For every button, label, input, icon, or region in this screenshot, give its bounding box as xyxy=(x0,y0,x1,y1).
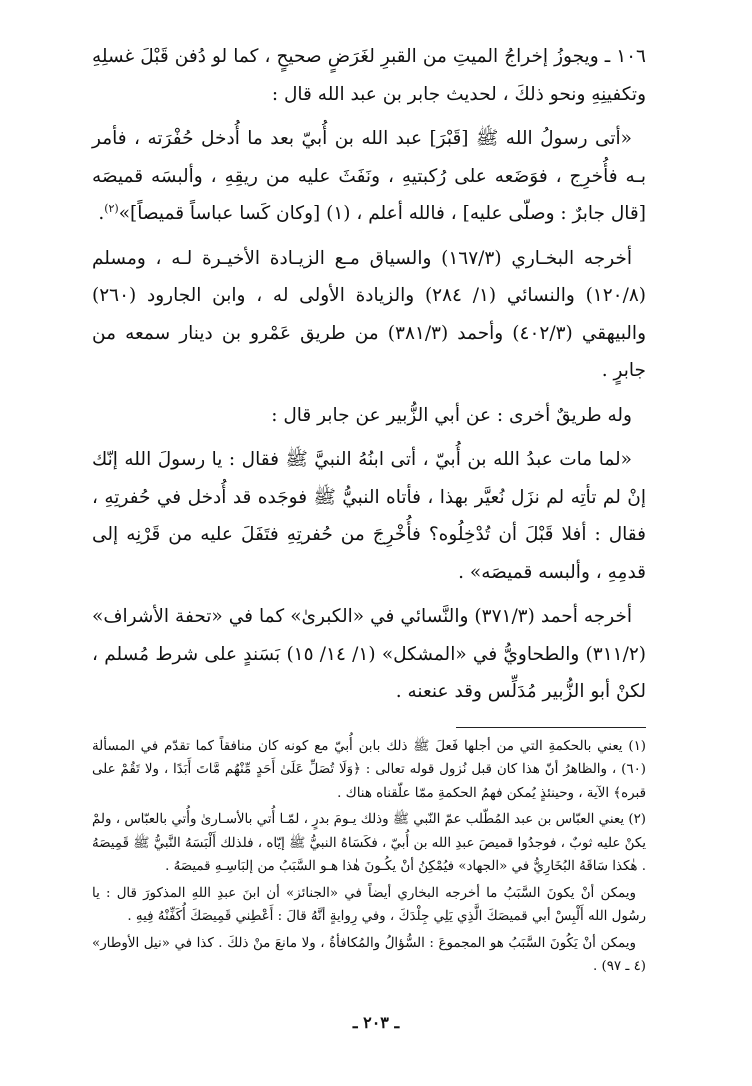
footnote-2: (٢) يعني العبّاس بن عبد المُطّلب عمّ النّبي ﷺ وذلك يـومَ بدرٍ ، لمّـا أُتي بالأسـارىٰ وأُتي بالعبّاس ، ولمْ يكنْ عليه ثوبٌ ، فوجدُوا قميصَ عبدِ الله بن أُبيّ ، فكَسَاهُ النبيُّ ﷺ إيّاه ، فلذلك أَلْبَسَهُ النَّبيُّ ﷺ قَمِيصَهُ . هٰكذا سَاقَهُ البُخَارِيُّ في «الجهاد» فيُمْكِنُ أنْ يكُـونَ هٰذا هـو السَّبَبُ من إلبَاسِـهِ قميصَهُ . xyxy=(92,812,646,874)
paragraph-takhrij-1: أخرجه البخـاري (١٦٧/٣) والسياق مـع الزيـادة الأخيـرة لـه ، ومسلم (١٢٠/٨) والنسائي (١/ ٢٨٤) والزيادة الأولى له ، وابن الجارود (٢٦٠) والبيهقي (٤٠٢/٣) وأحمد (٣٨١/٣) من طريق عَمْرو بن دينار سمعه من جابرٍ . xyxy=(92,247,647,381)
footnote-divider xyxy=(456,727,646,728)
hadith-text: «أتى رسولُ الله ﷺ [قَبْرَ] عبد الله بن أُبيّ بعد ما أُدخل حُفْرَته ، فأمر بـه فأُخرِج ، فوَضَعه على رُكبتيهِ ، ونَفَثَ عليه من ريقِهِ ، وألبسَه قميصَه [قال جابرٌ : وصلّى عليه] ، فالله أعلم ، (١) [وكان كَسا عباساً قميصاً]» xyxy=(92,128,646,224)
paragraph-hadith-jabir: «أتى رسولُ الله ﷺ [قَبْرَ] عبد الله بن أُبيّ بعد ما أُدخل حُفْرَته ، فأمر بـه فأُخرِج ، فوَضَعه على رُكبتيهِ ، ونَفَثَ عليه من ريقِهِ ، وألبسَه قميصَه [قال جابرٌ : وصلّى عليه] ، فالله أعلم ، (١) [وكان كَسا عباساً قميصاً]»$^{(٢)}$. xyxy=(92,128,646,224)
footnotes xyxy=(92,735,646,979)
paragraph-hadith-abu-zubayr: «لما مات عبدُ الله بن أُبيّ ، أتى ابنُهُ النبيَّ ﷺ فقال : يا رسولَ الله إنّك إنْ لم تأتِه لم نزَل نُعيَّر بهذا ، فأتاه النبيُّ ﷺ فوجَده قد أُدخل في حُفرتِهِ ، فقال : أفلا قَبْلَ أن تُدْخِلُوه؟ فأُخْرِجَ من حُفرتِهِ فتَفَلَ عليه من قَرْنِه إلى قدمِهِ ، وألبسه قميصَه» . xyxy=(92,449,646,583)
paragraph-ruling: ١٠٦ ـ ويجوزُ إخراجُ الميتِ من القبرِ لغَرَضٍ صحيحٍ ، كما لو دُفن قَبْلَ غسلِهِ وتكفينِهِ ونحو ذلكَ ، لحديث جابر بن عبد الله قال : xyxy=(92,46,646,105)
main-text xyxy=(92,38,646,711)
paragraph-takhrij-2: أخرجه أحمد (٣٧١/٣) والنَّسائي في «الكبرىٰ» كما في «تحفة الأشراف» (٣١١/٢) والطحاويُّ في «المشكل» (١/ ١٤/ ١٥) بَسَندٍ على شرط مُسلم ، لكنْ أبو الزُّبير مُدَلِّس وقد عنعنه . xyxy=(92,606,646,702)
footnote-2-continued-a: ويمكن أنْ يكونَ السَّبَبُ ما أخرجه البخاري أيضاً في «الجنائز» أن ابنَ عبدِ اللهِ المذكورَ قال : يا رسُول الله أَلْبِسْ أبي قميصَكَ الَّذِي يَلِي جِلْدَكَ ، وفي رِوايةٍ أنَّهُ قالَ : أَعْطِني قَمِيصَكَ أُكَفِّنْهُ فِيهِ . xyxy=(92,885,646,924)
footnote-2-continued-b: ويمكن أنْ يَكُونَ السَّبَبُ هو المجموعَ : السُّؤالُ والمُكافأةُ ، ولا مانعَ منْ ذلكَ . كذا في «نيل الأوطار» (٤ ـ ٩٧) . xyxy=(92,935,646,974)
footnote-1: (١) يعني بالحكمةِ التي من أجلها فَعلَ ﷺ ذلك بابن أُبيّ مع كونه كان منافقاً كما تقدّم في المسألة (٦٠) ، والظاهرُ أنّ هذا كان قبل نُزول قوله تعالى : ﴿وَلَا تُصَلِّ عَلَىٰ أَحَدٍ مِّنْهُم مَّاتَ أَبَدًا ، ولا تَقُمْ على قبره﴾ الآية ، وحينئذٍ يُمكن فهمُ الحكمةِ ممّا علّقناه هناك . xyxy=(92,738,646,801)
paragraph-another-route: وله طريقٌ أخرى : عن أبي الزُّبير عن جابر قال : xyxy=(271,404,632,426)
footnote-ref: (٢) xyxy=(104,201,119,215)
page-number: ـ ٢٠٣ ـ xyxy=(352,1013,400,1032)
